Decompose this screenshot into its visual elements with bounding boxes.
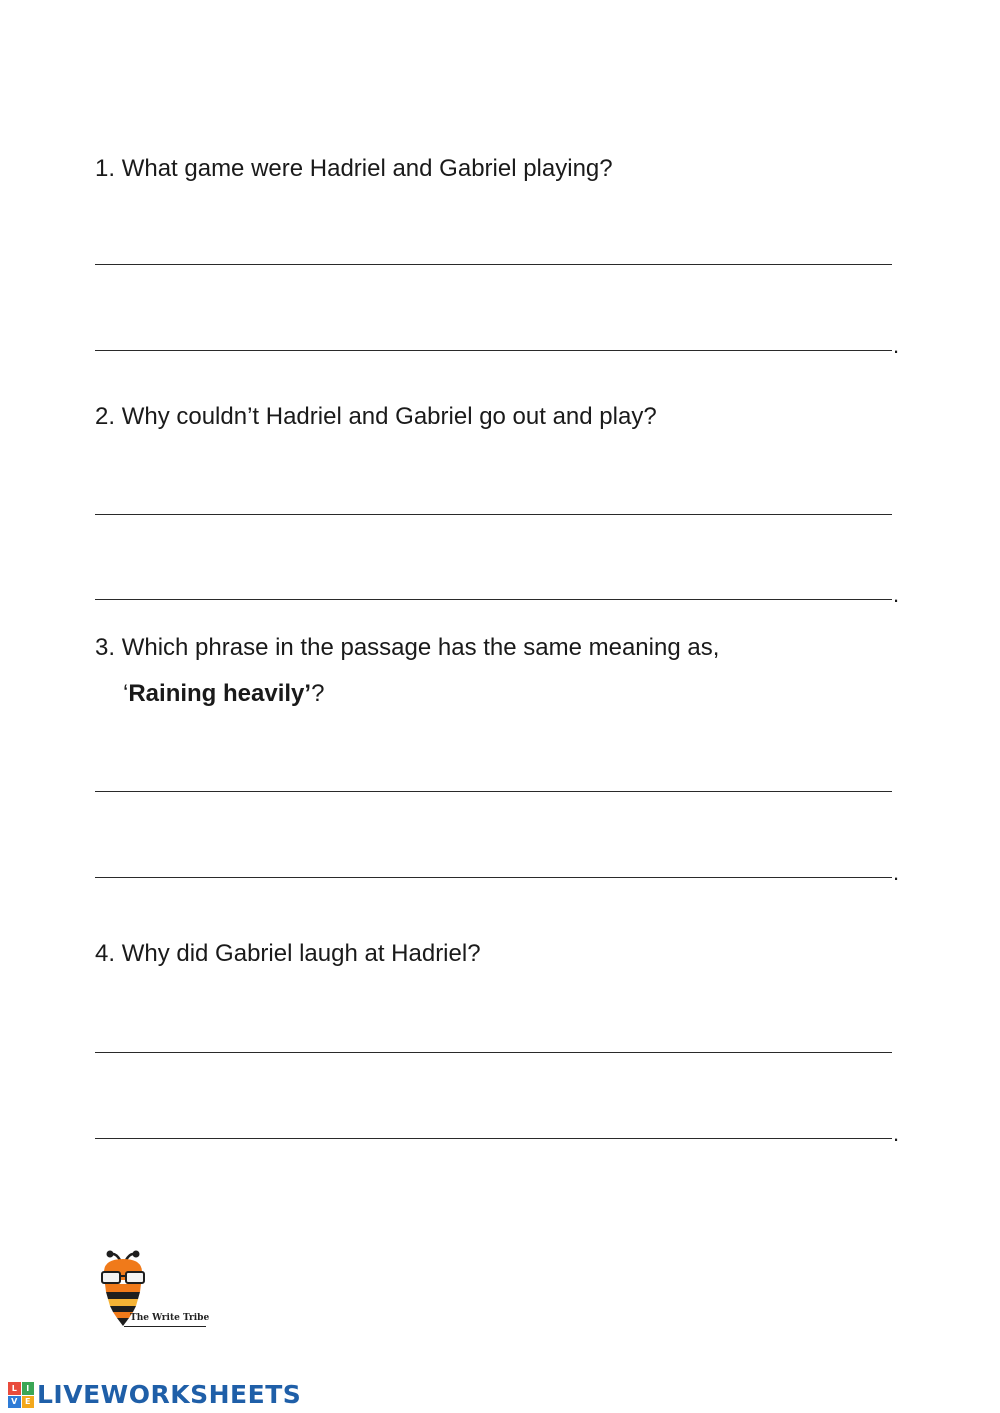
brand-mark-v: V (8, 1396, 21, 1409)
answer-line-3b[interactable] (95, 877, 892, 878)
brand-mark-i: I (22, 1382, 35, 1395)
question-2-text: Why couldn’t Hadriel and Gabriel go out and play? (121, 403, 657, 430)
question-3-text: Which phrase in the passage has the same meaning as, (121, 634, 720, 661)
answer-line-1a[interactable] (95, 264, 892, 265)
answer-line-2a[interactable] (95, 514, 892, 515)
question-1-number: 1. (95, 155, 116, 182)
question-3-number: 3. (95, 634, 116, 661)
answer-line-4b[interactable] (95, 1138, 892, 1139)
question-3-phrase: Raining heavily’ (128, 680, 312, 707)
question-4 (95, 937, 481, 971)
question-3-line-2 (123, 677, 324, 711)
answer-line-4b-period: . (893, 1121, 900, 1146)
brand-mark-l: L (8, 1382, 21, 1395)
answer-line-1b[interactable] (95, 350, 892, 351)
question-4-number: 4. (95, 940, 116, 967)
brand-mark-e: E (22, 1396, 35, 1409)
answer-line-2b[interactable] (95, 599, 892, 600)
question-2 (95, 400, 657, 434)
question-3 (95, 631, 719, 665)
brand-name: LIVEWORKSHEETS (37, 1380, 302, 1409)
liveworksheets-logo-icon (8, 1382, 34, 1408)
answer-line-3a[interactable] (95, 791, 892, 792)
answer-line-3b-period: . (893, 860, 900, 885)
question-4-text: Why did Gabriel laugh at Hadriel? (121, 940, 481, 967)
question-3-open-quote: ‘ (123, 680, 129, 707)
question-2-number: 2. (95, 403, 116, 430)
answer-line-1b-period: . (893, 333, 900, 358)
question-3-question-mark: ? (311, 680, 325, 707)
question-1 (95, 152, 613, 186)
logo-underline (124, 1326, 206, 1327)
liveworksheets-brand[interactable] (8, 1380, 301, 1410)
logo-caption: The Write Tribe (130, 1313, 210, 1323)
answer-line-4a[interactable] (95, 1052, 892, 1053)
answer-line-2b-period: . (893, 582, 900, 607)
question-1-text: What game were Hadriel and Gabriel playing? (121, 155, 613, 182)
